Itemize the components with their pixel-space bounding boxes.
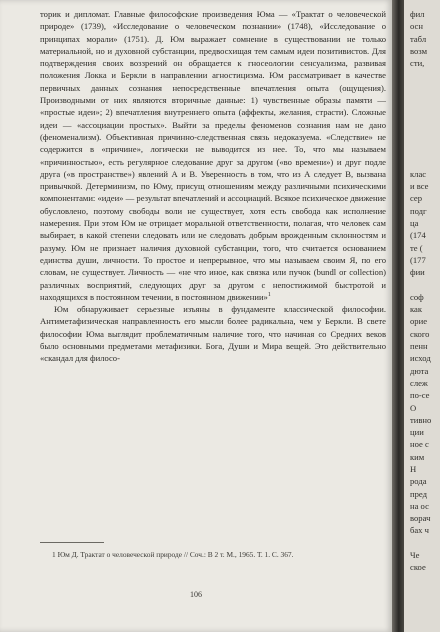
- facing-line: тивно: [410, 414, 432, 425]
- facing-line: (174: [410, 230, 426, 241]
- facing-line: ца: [410, 218, 419, 229]
- facing-line: пред: [410, 488, 427, 499]
- facing-line: ное с: [410, 439, 429, 450]
- facing-line: [410, 69, 440, 81]
- facing-page-text: [410, 8, 440, 574]
- facing-line: и все: [410, 181, 429, 192]
- facing-line: сер: [410, 193, 423, 204]
- facing-line: как: [410, 304, 423, 315]
- facing-line: фии: [410, 267, 425, 278]
- facing-line: сти,: [410, 58, 425, 69]
- facing-line: (177: [410, 254, 426, 265]
- facing-line: ким: [410, 451, 425, 462]
- facing-line: [410, 82, 440, 94]
- facing-line: [410, 119, 440, 131]
- facing-line: [410, 94, 440, 106]
- paragraph: Юм обнаруживает серьезные изъяны в фундаменте классической философии. Антиметафизическая направленность его мысли более радикальна, чем у Беркли. В свете философии Юма выглядит проблематичным наличие того, что начиная со Средних веков было основными предметами метафизики. Бога, Души и Мира вещей. Это действительно «скандал для филосо-: [40, 304, 386, 364]
- paragraph: торик и дипломат. Главные философские произведения Юма — «Трактат о человеческой природе» (1739), «Исследование о человеческом познании» (1748), «Исследование о принципах морали» (1751). Д. Юм выражает сомнение в существовании не только материальной, но и духовной субстанции, предвосхищая тем самым идеи позитивистов. Для подтверждения своих воззрений он обращается к гносеологии сенсуализма, развивая положения Локка и Беркли в направлении агностицизма. Юм рассматривает в качестве первичных данных сознания непосредственные впечатления опыта (ощущения). Производными от них являются вторичные данные: 1) чувственные образы памяти — «простые идеи»; 2) впечатления внутреннего опыта (аффекты, желания, страсти). Сложные идеи — «ассоциации простых». Выйти за пределы феноменов сознания нам не дано (феноменализм). Объективная причинно-следственная связь недоказуема. «Следствие» не содержится в «причине», логически не выводится из нее. То, что мы называем «причинностью», есть регулярное следование друг за другом («во времени») и друг подле друга («в пространстве») явлений А и В. Уверенность в том, что из А следует В, вызвана привычкой. Детерминизм, по Юму, присущ отношениям между различными психическими компонентами: «идеи» — результат впечатлений и ассоциаций. Всякое психическое движение обусловлено, поэтому свободы воли не существует, хотя есть свобода как исполнение намерения. При этом Юм не отрицает моральной ответственности, полагая, что человек сам выбирает, в какой степени следовать или не следовать добрым врожденным склонностям и разуму. Юм не признает наличия духовной субстанции, того, что считается основанием единства души, личности. То простое и непрерывное, что мы называем своим Я, по его словам, не существует. Личность — «не что иное, как связка или пучок (bundl or collection) различных восприятий, следующих друг за другом с непостижимой быстротой и находящихся в постоянном течении, в постоянном движении»$^1$: [40, 9, 386, 302]
- facing-line: [410, 537, 440, 549]
- footnote-marker: 1: [267, 291, 271, 298]
- facing-line: табл: [410, 33, 427, 44]
- facing-line: О: [410, 402, 417, 413]
- facing-line: Н: [410, 463, 417, 474]
- facing-line: пенн: [410, 341, 428, 352]
- facing-line: исход: [410, 353, 431, 364]
- book-gutter: [392, 0, 404, 632]
- facing-line: бах ч: [410, 525, 429, 536]
- facing-line: [410, 143, 440, 155]
- facing-line: ского: [410, 328, 430, 339]
- facing-line: [410, 106, 440, 118]
- footnote: 1 Юм Д. Трактат о человеческой природе // Соч.: В 2 т. М., 1965. Т. 1. С. 367.: [52, 550, 294, 559]
- facing-line: подг: [410, 205, 427, 216]
- facing-line: осн: [410, 21, 423, 32]
- facing-line: Че: [410, 550, 420, 561]
- facing-line: ворач: [410, 513, 431, 524]
- facing-line: [410, 156, 440, 168]
- facing-page: [404, 0, 440, 632]
- facing-line: слеж: [410, 377, 428, 388]
- facing-line: ское: [410, 562, 426, 573]
- facing-line: [410, 279, 440, 291]
- body-text: [40, 8, 386, 365]
- facing-line: рода: [410, 476, 427, 487]
- facing-line: ции: [410, 427, 424, 438]
- footnote-divider: [40, 542, 104, 543]
- facing-line: фил: [410, 9, 425, 19]
- facing-line: [410, 131, 440, 143]
- page-number: 106: [190, 590, 202, 599]
- facing-line: клас: [410, 168, 427, 179]
- facing-line: возм: [410, 45, 428, 56]
- facing-line: орие: [410, 316, 428, 327]
- facing-line: по-се: [410, 390, 430, 401]
- facing-line: дюта: [410, 365, 429, 376]
- facing-line: те (: [410, 242, 423, 253]
- facing-line: на ос: [410, 500, 429, 511]
- facing-line: соф: [410, 291, 424, 302]
